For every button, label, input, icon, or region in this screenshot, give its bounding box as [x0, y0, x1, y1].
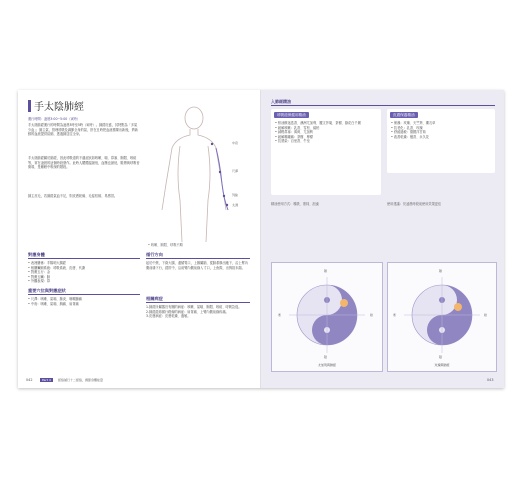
list-item: • 對應五臟：肺 — [28, 274, 51, 279]
list-item: • 尺澤：咳嗽、氣喘、肺炎、咽喉腫痛 — [28, 297, 82, 301]
part-badge: Part 4 — [42, 378, 51, 382]
intro-paragraph-2: 手太陰肺經屬於肺經，因此呼吸道的不適症狀如咳嗽、喘、鼻塞、胸悶、咳痰等，常在凌晨的這個時段發作。此時人體體溫最低，血壓也最低，脈搏與呼吸皆微弱，是睡眠中較深的階段。 — [28, 156, 140, 170]
right-page — [261, 90, 504, 388]
yin-yang-diagram-right — [387, 262, 497, 372]
axis-label-right: 熱 — [484, 313, 488, 317]
axis-label-left: 寒 — [393, 313, 397, 317]
panel-title: 皮膚保養精油 — [390, 112, 418, 118]
list-item: • 舒緩過敏：德國洋甘菊 — [391, 130, 426, 135]
list-item: • 抗老化：乳香、玫瑰 — [391, 125, 423, 130]
list-item: • 抗感染：百里香、牛至 — [275, 139, 310, 144]
list-item: • 對應五行：金 — [28, 270, 51, 275]
list-item: • 中府：咳嗽、氣喘、胸痛、肩背痛 — [28, 301, 79, 306]
axis-label-right: 熱 — [370, 313, 374, 317]
divider — [146, 302, 250, 303]
axis-label-bottom: 陰 — [439, 355, 443, 359]
oil-panel-skin — [387, 109, 495, 173]
list-item: • 相關臟腑系統：呼吸系統、皮膚、代謝 — [28, 265, 86, 270]
list-item: • 外觀表現：鼻 — [28, 279, 51, 284]
usage-note: 精油使用方式：嗅吸、塗抹、泡澡 — [271, 202, 319, 206]
list-item: • 緩解咳嗽：乳香、雪松、絲柏 — [275, 125, 320, 130]
point-label-zhongfu: 中府 — [232, 141, 239, 145]
path-text: 起於中焦，下絡大腸，還循胃口，上膈屬肺，從肺系橫出腋下，沿上臂內側前緣下行，經肘中，沿前臂內側前緣入寸口，上魚際，出拇指末端。 — [146, 261, 248, 270]
page-title: 手太陰肺經 — [34, 102, 84, 113]
section-title-symptoms: 重要穴位與對應症狀 — [28, 288, 66, 293]
right-heading: 入肺經精油 — [271, 99, 291, 104]
related-list — [28, 261, 140, 284]
page-number-right: 043 — [487, 378, 494, 382]
list-item: • 保濕：玫瑰、天竺葵、薰衣草 — [391, 121, 436, 125]
book-running-title: 經絡循行十二經絡，調節身體能量 — [58, 378, 104, 382]
symptoms-list — [28, 297, 140, 306]
axis-label-bottom: 陰 — [324, 355, 328, 359]
list-item: • 表裡關係：手陽明大腸經 — [28, 261, 66, 265]
list-item: • 減輕鼻塞：薄荷、尤加利 — [275, 130, 313, 135]
axis-label-top: 陽 — [324, 269, 328, 273]
page-number-left: 042 — [26, 378, 33, 382]
usage-note: 使用建議：於凌晨時段前使用效果更佳 — [387, 202, 442, 206]
section-title-related: 對應身體 — [28, 252, 45, 257]
oil-list — [275, 121, 377, 144]
list-item: • 改善乾燥：檀香、永久花 — [391, 134, 429, 139]
list-item: 2.肺經經絡循行路線的病症：肩背痛、上臂內側前緣疼痛。 — [146, 309, 229, 314]
list-item: 3.皮膚病症：皮膚乾燥、過敏。 — [146, 314, 191, 319]
body-outline-icon — [146, 104, 250, 242]
disease-list — [146, 305, 250, 319]
section-title-path: 循行方向 — [146, 252, 163, 257]
section-title-disease: 相關病症 — [146, 296, 163, 301]
yin-yang-diagram-left — [271, 262, 383, 372]
list-item: • 緩解喉嚨痛：茶樹、檸檬 — [275, 134, 313, 139]
book-spread — [18, 90, 504, 388]
list-item: 1.肺經所屬器官有關的病症：咳嗽、氣喘、胸悶、咳痰、呼吸急促。 — [146, 305, 242, 309]
divider — [28, 294, 140, 295]
panel-title: 呼吸道保健用精油 — [274, 112, 309, 118]
point-label-taiyuan: 太淵 — [232, 203, 239, 207]
divider — [146, 258, 250, 259]
point-label-chize: 尺澤 — [232, 169, 239, 173]
intro-paragraph-3: 肺主皮毛，若肺經氣血不足，則皮膚乾燥、毛髮枯槁、易感冒。 — [28, 194, 118, 198]
oil-panel-respiratory — [271, 109, 381, 195]
diagram-caption: 玫瑰與肺經 — [434, 363, 450, 367]
body-illustration — [146, 104, 250, 242]
axis-label-left: 寒 — [278, 313, 282, 317]
left-page — [18, 90, 261, 388]
intro-paragraph-1: 手太陰肺經運行的時間為凌晨3時至5時（寅時）。肺經旺盛，其特點為「多氣少血」；肺主氣，管理呼吸及調節全身的氣，肝在丑時把血液推陳出新後，將新鮮的血液提供給肺，透過肺送往全身。 — [28, 123, 138, 137]
list-item: • 桉油醇迷迭香、澳洲尤加利、羅文莎葉、茶樹、綠花白千層 — [275, 121, 361, 125]
point-label-lieque: 列缺 — [232, 193, 239, 197]
axis-label-top: 陽 — [439, 269, 443, 273]
oil-list — [391, 121, 491, 139]
figure-caption: • 咳嗽、胸悶、呼吸不順 — [148, 243, 183, 247]
divider — [28, 258, 140, 259]
divider — [271, 105, 495, 106]
period-text: 運行時間：凌晨3:00~5:00（寅時） — [28, 117, 81, 121]
title-accent-bar — [28, 100, 31, 112]
diagram-caption: 尤加利與肺經 — [317, 363, 336, 367]
